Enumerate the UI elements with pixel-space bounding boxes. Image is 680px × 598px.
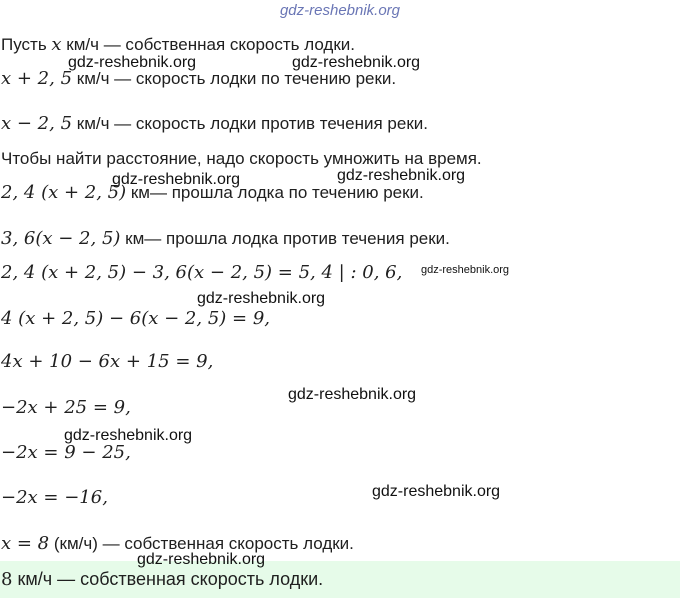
watermark: gdz-reshebnik.org	[288, 386, 417, 403]
math: x + 2, 5	[1, 68, 73, 89]
solution-line-6	[1, 228, 450, 250]
answer-line	[1, 568, 323, 591]
solution-line-9	[1, 351, 213, 373]
math: −2x = −16,	[1, 487, 108, 508]
text: км— прошла лодка по течению реки.	[126, 183, 424, 202]
math: 2, 4 (x + 2, 5) − 3, 6(x − 2, 5) = 5, 4 | : 0, 6,	[1, 262, 403, 283]
text: км/ч — скорость лодки против течения реки.	[72, 114, 428, 133]
math: 2, 4 (x + 2, 5)	[1, 182, 127, 203]
math: x − 2, 5	[1, 113, 73, 134]
solution-line-8	[1, 308, 270, 330]
text: Чтобы найти расстояние, надо скорость умножить на время.	[1, 149, 482, 168]
watermark: gdz-reshebnik.org	[68, 54, 197, 71]
solution-line-7	[1, 262, 402, 284]
watermark: gdz-reshebnik.org	[137, 551, 266, 568]
watermark: gdz-reshebnik.org	[292, 54, 421, 71]
math: −2x = 9 − 25,	[1, 442, 131, 463]
math: 4 (x + 2, 5) − 6(x − 2, 5) = 9,	[1, 308, 270, 329]
watermark: gdz-reshebnik.org	[197, 290, 326, 307]
text: Пусть	[1, 35, 52, 54]
math: −2x + 25 = 9,	[1, 397, 131, 418]
solution-line-1	[1, 34, 355, 56]
math: x	[51, 34, 62, 55]
solution-line-12	[1, 487, 108, 509]
math: x = 8	[1, 533, 50, 554]
watermark: gdz-reshebnik.org	[112, 171, 241, 188]
solution-line-11	[1, 442, 131, 464]
text: (км/ч) — собственная скорость лодки.	[49, 534, 354, 553]
math: 3, 6(x − 2, 5)	[1, 228, 121, 249]
text: км/ч — собственная скорость лодки.	[61, 35, 355, 54]
math: 4x + 10 − 6x + 15 = 9,	[1, 351, 214, 372]
watermark: gdz-reshebnik.org	[64, 427, 193, 444]
text: км— прошла лодка против течения реки.	[120, 229, 450, 248]
text: км/ч — скорость лодки по течению реки.	[72, 69, 397, 88]
solution-line-3	[1, 113, 428, 135]
math: 8	[1, 569, 13, 590]
solution-line-10	[1, 397, 131, 419]
watermark: gdz-reshebnik.org	[421, 264, 510, 276]
watermark: gdz-reshebnik.org	[337, 167, 466, 184]
watermark: gdz-reshebnik.org	[372, 483, 501, 500]
answer-box	[0, 561, 680, 598]
header-watermark: gdz-reshebnik.org	[279, 2, 401, 19]
text: км/ч — собственная скорость лодки.	[12, 569, 324, 589]
